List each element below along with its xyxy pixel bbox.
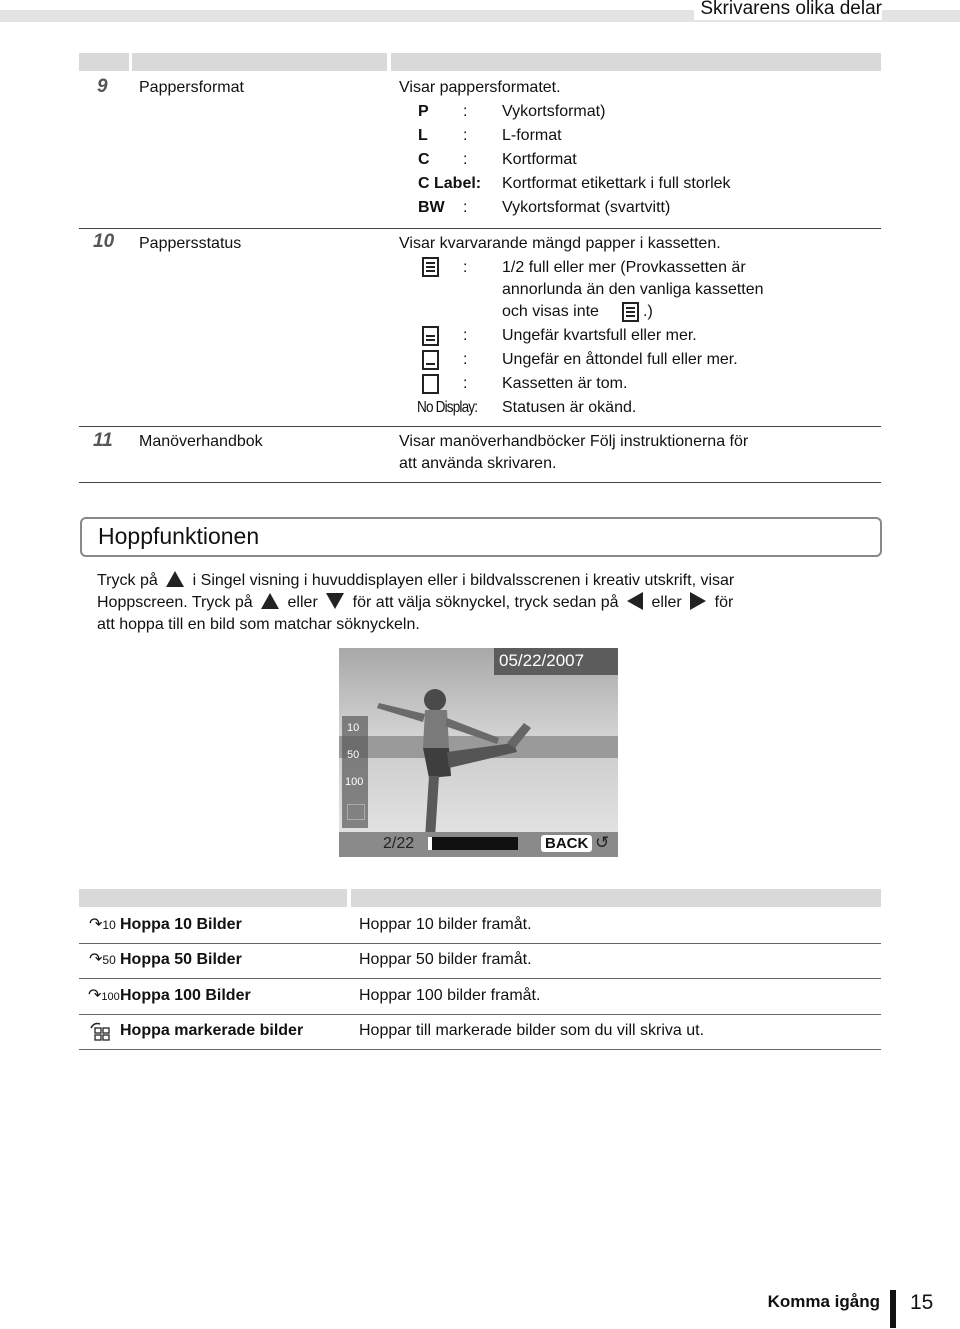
progress-track (428, 837, 518, 850)
jump-option-name: Hoppa 50 Bilder (120, 951, 242, 968)
level-separator: : (463, 351, 468, 368)
table1-header-cell (132, 53, 387, 71)
jump-100-icon: ↷100 (88, 987, 120, 1004)
paper-half-full-icon (421, 257, 441, 277)
footer-section-label: Komma igång (767, 1292, 880, 1311)
row-divider (79, 943, 881, 944)
up-arrow-icon (261, 593, 279, 609)
table2-header-cell (351, 889, 881, 907)
code-separator: : (463, 151, 468, 168)
jump-100-icon: 100 (345, 776, 364, 788)
paper-empty-icon (421, 374, 441, 394)
progress-fill (428, 837, 432, 850)
down-arrow-icon (326, 593, 344, 609)
jump-marked-icon (88, 1020, 112, 1042)
code-text: Kortformat (502, 151, 577, 168)
code-text: Vykortsformat) (502, 103, 606, 120)
table2-header-cell (79, 889, 347, 907)
jump-50-icon: ↷50 (89, 951, 116, 968)
table1-header-cell (391, 53, 881, 71)
para-text: eller (651, 594, 682, 611)
code-key: C Label: (418, 175, 482, 192)
level-text: .) (643, 303, 653, 320)
level-text: Ungefär en åttondel full eller mer. (502, 351, 738, 368)
level-text: Kassetten är tom. (502, 375, 628, 392)
para-text: att hoppa till en bild som matchar söknyckeln. (97, 616, 420, 633)
table-bottom-rule (79, 1049, 881, 1050)
left-arrow-icon (627, 592, 643, 610)
section-paragraph (97, 570, 857, 636)
paper-half-full-icon (621, 302, 641, 322)
code-key: L (418, 127, 428, 144)
row-number: 10 (93, 231, 115, 252)
row-name: Pappersstatus (139, 235, 242, 252)
para-text: för (714, 594, 734, 611)
jump-screen-image (339, 648, 618, 857)
section-header-title: Skrivarens olika delar (694, 0, 882, 20)
level-separator: : (463, 375, 468, 392)
paper-quarter-full-icon (421, 326, 441, 346)
row-number: 11 (93, 430, 113, 451)
level-separator: : (463, 259, 468, 276)
image-counter: 2/22 (383, 835, 415, 852)
row-divider (79, 978, 881, 979)
level-text: 1/2 full eller mer (Provkassetten är (502, 259, 746, 276)
row-description: att använda skrivaren. (399, 455, 557, 472)
code-key: C (418, 151, 430, 168)
no-display-text: Statusen är okänd. (502, 399, 637, 416)
up-arrow-icon (166, 571, 184, 587)
jump-option-desc: Hoppar 100 bilder framåt. (359, 987, 541, 1004)
row-divider (79, 228, 881, 229)
para-text: för att välja söknyckel, tryck sedan på (352, 594, 619, 611)
code-key: P (418, 103, 429, 120)
jump-marked-icon (347, 804, 365, 820)
section-heading-box (80, 517, 882, 557)
code-key: BW (418, 199, 445, 216)
row-name: Pappersformat (139, 79, 244, 96)
footer-bar (890, 1290, 896, 1328)
table-bottom-rule (79, 482, 881, 483)
page-number: 15 (910, 1291, 934, 1314)
level-separator: : (463, 327, 468, 344)
para-text: i Singel visning i huvuddisplayen eller i bildvalsscrenen i kreativ utskrift, visar (192, 572, 735, 589)
return-icon: ↺ (595, 833, 610, 852)
para-text: eller (287, 594, 318, 611)
code-separator: : (463, 103, 468, 120)
no-display-key: No Display: (417, 399, 478, 416)
para-text: Tryck på (97, 572, 158, 589)
row-description: Visar kvarvarande mängd papper i kassetten. (399, 235, 721, 252)
level-text: annorlunda än den vanliga kassetten (502, 281, 764, 298)
code-separator: : (463, 127, 468, 144)
jump-10-icon: ↷10 (89, 916, 116, 933)
jump-50-icon: 50 (347, 749, 360, 761)
paper-eighth-full-icon (421, 350, 441, 370)
date-label: 05/22/2007 (499, 651, 585, 670)
jump-option-desc: Hoppar till markerade bilder som du vill skriva ut. (359, 1022, 705, 1039)
jump-option-desc: Hoppar 50 bilder framåt. (359, 951, 532, 968)
row-divider (79, 1014, 881, 1015)
jump-10-icon: 10 (347, 722, 360, 734)
row-description: Visar pappersformatet. (399, 79, 561, 96)
back-label: BACK (545, 835, 589, 852)
jump-option-name: Hoppa markerade bilder (120, 1022, 304, 1039)
row-number: 9 (97, 76, 108, 97)
beach-photo (339, 648, 618, 857)
row-description: Visar manöverhandböcker Följ instruktionerna för (399, 433, 749, 450)
section-title: Hoppfunktionen (98, 523, 260, 549)
level-text: och visas inte (502, 303, 599, 320)
row-divider (79, 426, 881, 427)
code-separator: : (463, 199, 468, 216)
code-text: Vykortsformat (svartvitt) (502, 199, 671, 216)
right-arrow-icon (690, 592, 706, 610)
jump-option-name: Hoppa 10 Bilder (120, 916, 242, 933)
table1-header-cell (79, 53, 129, 71)
jump-option-name: Hoppa 100 Bilder (120, 987, 251, 1004)
code-text: L-format (502, 127, 562, 144)
row-name: Manöverhandbok (139, 433, 263, 450)
back-button[interactable] (541, 835, 592, 852)
level-text: Ungefär kvartsfull eller mer. (502, 327, 697, 344)
code-text: Kortformat etikettark i full storlek (502, 175, 731, 192)
para-text: Hoppscreen. Tryck på (97, 594, 253, 611)
jump-option-desc: Hoppar 10 bilder framåt. (359, 916, 532, 933)
